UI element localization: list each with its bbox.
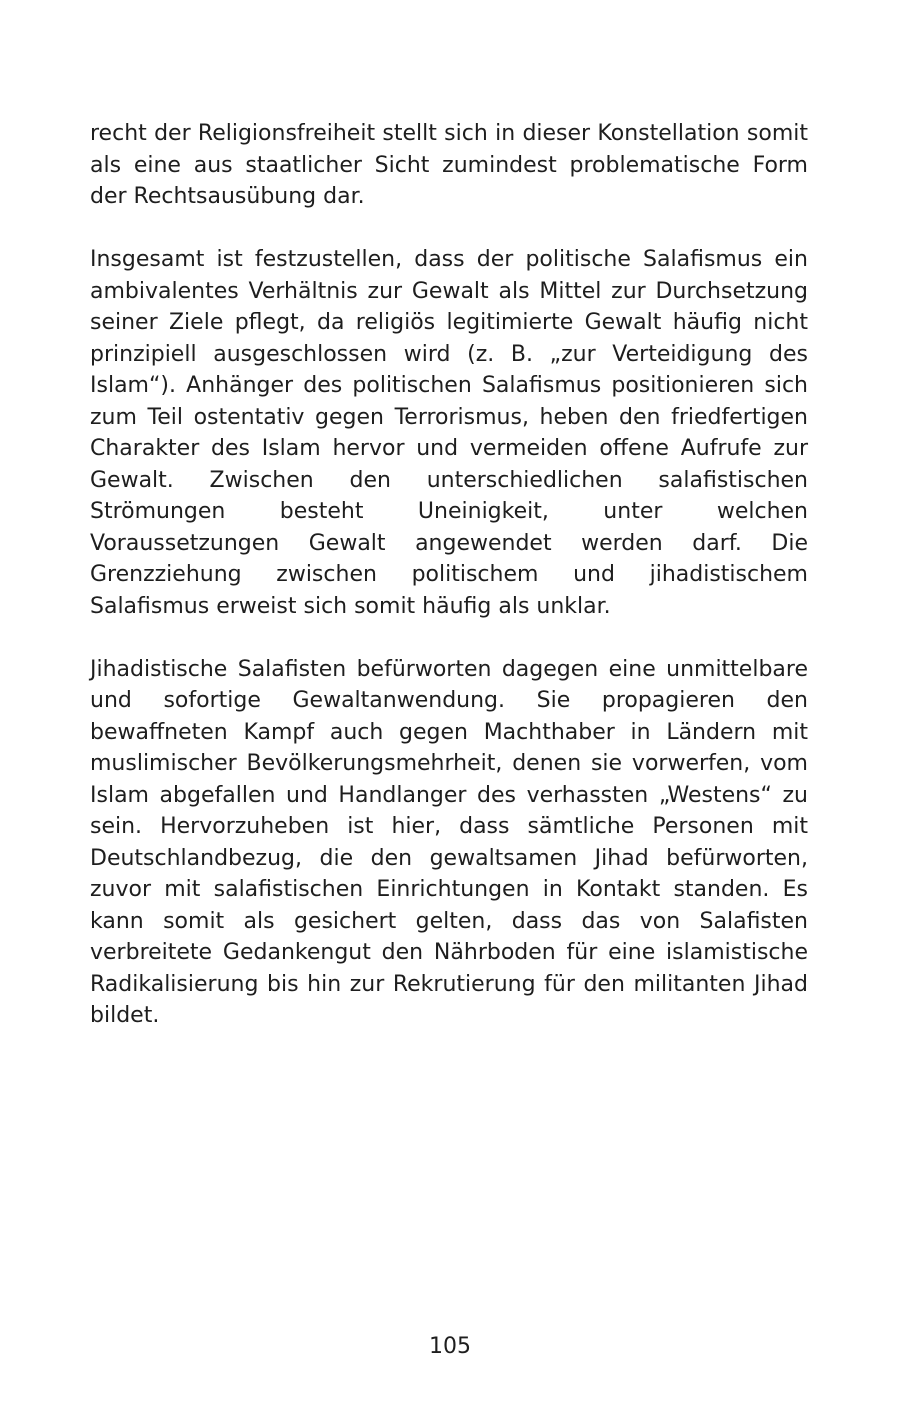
paragraph-2: Insgesamt ist festzustellen, dass der politische Salafismus ein ambivalentes Verhältnis zur Gewalt als Mittel zur Durchsetzung seiner Ziele pflegt, da religiös legitimierte Gewalt häufig nicht prinzipiell ausgeschlossen wird (z. B. „zur Verteidigung des Islam“). Anhänger des politischen Salafismus positionieren sich zum Teil ostentativ gegen Terrorismus, heben den friedfertigen Charakter des Islam hervor und vermeiden offene Aufrufe zur Gewalt. Zwischen den unterschiedlichen salafistischen Strömungen besteht Uneinigkeit, unter welchen Voraussetzungen Gewalt angewendet werden darf. Die Grenzziehung zwischen politischem und jihadistischem Salafismus erweist sich somit häufig als unklar. — [90, 247, 808, 619]
page-number: 105 — [429, 1334, 471, 1359]
paragraph-3: Jihadistische Salafisten befürworten dagegen eine unmittelbare und sofortige Gewaltanwendung. Sie propagieren den bewaffneten Kampf auch gegen Machthaber in Ländern mit muslimischer Bevölkerungsmehrheit, denen sie vorwerfen, vom Islam abgefallen und Handlanger des verhassten „Westens“ zu sein. Hervorzuheben ist hier, dass sämtliche Personen mit Deutschlandbezug, die den gewaltsamen Jihad befürworten, zuvor mit salafistischen Einrichtungen in Kontakt standen. Es kann somit als gesichert gelten, dass das von Salafisten verbreitete Gedankengut den Nährboden für eine islamistische Radikalisierung bis hin zur Rekrutierung für den militanten Jihad bildet. — [90, 656, 808, 1028]
body-text — [90, 118, 808, 1063]
paragraph-1: recht der Religionsfreiheit stellt sich in dieser Konstellation somit als eine aus staatlicher Sicht zumindest problematische Form der Rechtsausübung dar. — [90, 121, 808, 209]
